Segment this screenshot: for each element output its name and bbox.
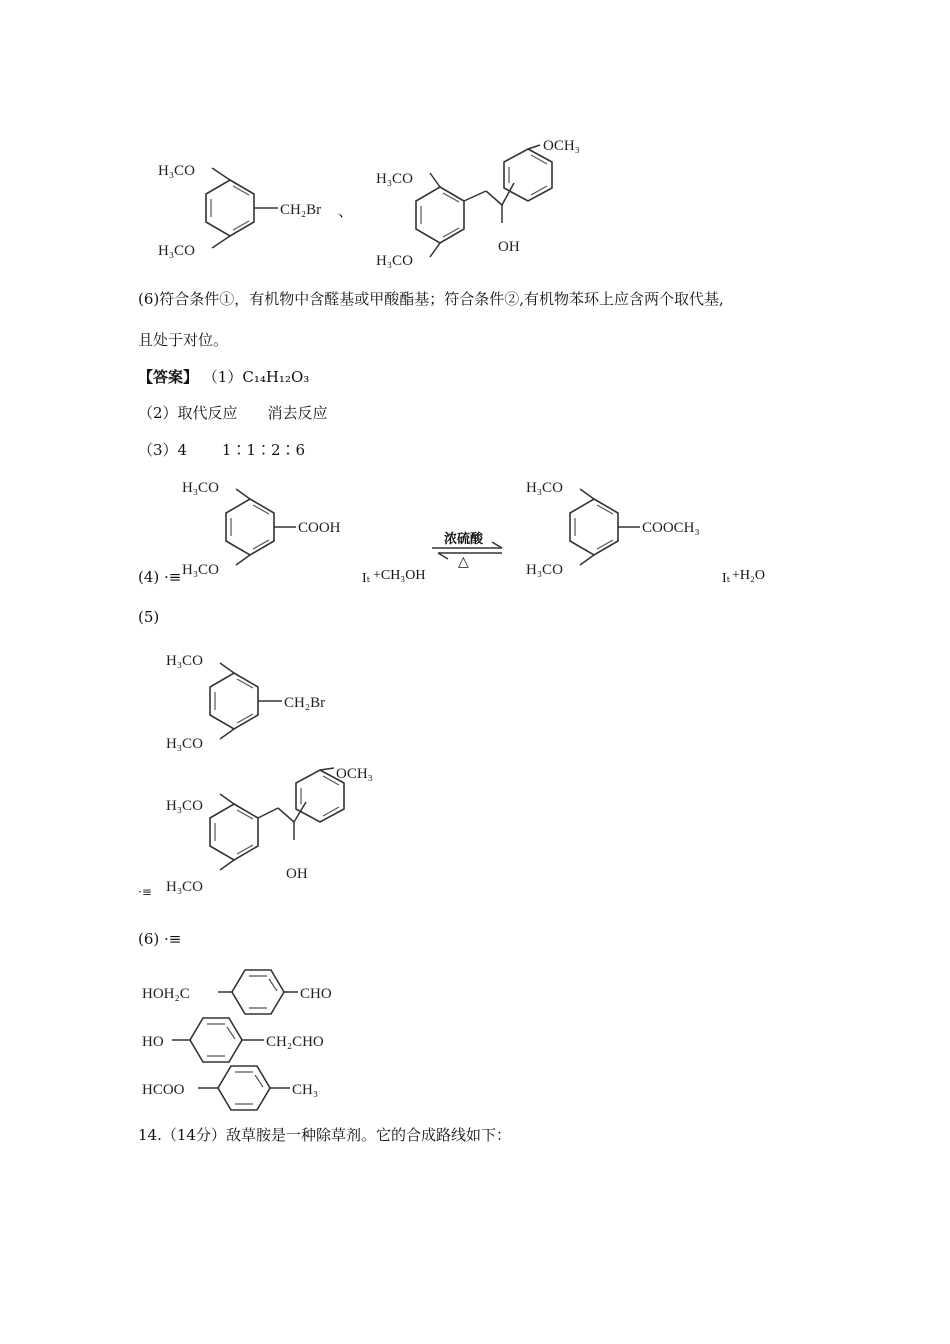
answer-line-1 [138, 366, 309, 387]
answer-tag: 【答案】 [138, 368, 199, 386]
a5-structure-1 [162, 645, 382, 755]
a4-condition-bottom: △ [458, 555, 469, 570]
a5-s2-top: H₃CO [166, 798, 203, 814]
a5-mark: ·≡ [138, 885, 152, 899]
s2-top-substituent: H₃CO [376, 171, 413, 187]
a4-product-right: COOCH₃ [642, 520, 700, 536]
s1-bottom-substituent: H₃CO [158, 243, 195, 259]
answer-3: （3）4 1∶1∶2∶6 [138, 441, 306, 459]
explanation-6-line2: 且处于对位。 [138, 331, 229, 349]
a6-isomer-1 [140, 968, 400, 1018]
a6-isomer-2 [140, 1016, 400, 1066]
a5-s2-hydroxyl: OH [286, 866, 308, 882]
top-structure-2 [370, 133, 630, 278]
a5-structure-2 [162, 760, 402, 895]
a5-s1-top: H₃CO [166, 653, 203, 669]
answer-4-label: (4) ·≡ [138, 568, 182, 586]
a6-iso2-left: HO [142, 1034, 164, 1050]
answer-1: （1）C₁₄H₁₂O₃ [202, 368, 310, 386]
a4-reactant-top: H₃CO [182, 480, 219, 496]
a5-s2-bottom: H₃CO [166, 879, 203, 895]
a6-isomer-3 [140, 1064, 400, 1114]
explanation-6-line1: (6)符合条件①，有机物中含醛基或甲酸酯基；符合条件②,有机物苯环上应含两个取代基, [138, 290, 724, 308]
answer-2: （2）取代反应 消去反应 [138, 404, 328, 422]
a4-plus-water: +H₂O [732, 568, 765, 583]
a6-iso1-left: HOH₂C [142, 986, 190, 1002]
a6-iso3-right: CH₃ [292, 1082, 319, 1098]
structure-separator: 、 [338, 202, 354, 220]
a4-product-top: H₃CO [526, 480, 563, 496]
s2-bottom-substituent: H₃CO [376, 253, 413, 269]
s2-hydroxyl: OH [498, 239, 520, 255]
a5-s1-right: CH₂Br [284, 695, 326, 711]
a4-reactant [178, 474, 378, 584]
a4-product [522, 474, 742, 584]
a4-glyph-2: Iₜ [722, 571, 731, 586]
a4-reactant-bottom: H₃CO [182, 562, 219, 578]
a4-product-bottom: H₃CO [526, 562, 563, 578]
a6-iso2-right: CH₂CHO [266, 1034, 324, 1050]
a4-plus-methanol: +CH₃OH [373, 568, 426, 583]
a6-iso3-left: HCOO [142, 1082, 185, 1098]
answer-5-label: (5) [138, 608, 160, 626]
a4-reactant-right: COOH [298, 520, 341, 536]
s1-top-substituent: H₃CO [158, 163, 195, 179]
a6-iso1-right: CHO [300, 986, 332, 1002]
a4-glyph-1: Iₜ [362, 571, 371, 586]
s1-right-substituent: CH₂Br [280, 202, 322, 218]
top-structure-1 [150, 150, 370, 270]
a4-condition-top: 浓硫酸 [444, 531, 484, 546]
s2-para-substituent: OCH₃ [543, 138, 580, 154]
a5-s2-para: OCH₃ [336, 766, 373, 782]
question-14: 14.（14分）敌草胺是一种除草剂。它的合成路线如下： [138, 1126, 511, 1144]
a5-s1-bottom: H₃CO [166, 736, 203, 752]
answer-6-label: (6) ·≡ [138, 930, 182, 948]
